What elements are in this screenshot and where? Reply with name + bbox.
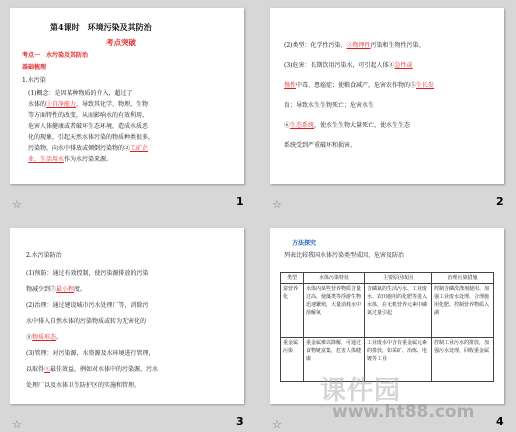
slide-number: 4	[496, 415, 504, 428]
table-cell: 富营养化	[281, 284, 304, 338]
text-line: 污染物，向水中排放或倾倒污染物的②工矿企	[28, 145, 149, 152]
table-cell: 含磷氮的生活污水、工业废水、农田施用的化肥等进入水体，在无机营养元素中磷氮过量引起	[365, 284, 432, 338]
slide-thumbnail-3[interactable]	[10, 228, 244, 404]
text-line: (2)治理：通过建设城市污水处理厂等，消除污	[26, 302, 149, 309]
text-line: 水体的①自净能力，导致其化学、物理、生物	[28, 101, 149, 108]
text-line: 系统受到严重破坏和损害。	[284, 142, 357, 149]
slide-thumbnail-2[interactable]	[270, 8, 504, 184]
table-cell: 控制工业污水的排放，加强污水处理，回收重金属	[432, 338, 494, 382]
text-line: ⑧物质形态。	[26, 334, 63, 341]
table-row	[281, 284, 494, 338]
slide-number: 1	[236, 195, 244, 208]
text-line: (3)危害：长期饮用污染水，可引起人体④急性或	[284, 62, 413, 69]
slide-title: 列表比较我国水体污染类型成因、危害及防治	[284, 252, 405, 259]
text-line: 化的现象。引起天然水体污染的物质种类很多，	[28, 134, 155, 141]
text-line: 慢性中毒、患癌症；使粮食减产，危害农作物的⑤生长发	[284, 82, 435, 89]
table-cell: 重金属难以降解，可通过食物链富集，危害人体健康	[304, 338, 365, 382]
section-heading: 方法探究	[292, 240, 317, 247]
table-header-cell: 治理污染措施	[432, 273, 494, 284]
slide-thumbnail-1[interactable]	[10, 8, 244, 184]
text-line: 以取得⑨最佳效益，例如对水体中的污染源、污水	[26, 366, 159, 373]
slide-body	[28, 88, 238, 165]
text-line: 育；导致水生生物死亡；危害水生	[284, 102, 375, 109]
table-header-row	[281, 273, 494, 284]
text-line: (3)管理：对污染源、水资源及水环境进行管理，	[26, 350, 155, 357]
text-line: (2)类型：化学性污染、③物理性污染和生物性污染。	[284, 42, 425, 49]
text-line: 水中排入自然水体的污染物质或转为无害化的	[26, 318, 147, 325]
slide-transition-icon: ☆	[272, 198, 282, 211]
slide-body	[284, 36, 498, 156]
table-cell: 重金属污染	[281, 338, 304, 382]
text-line: 等方面特性的改变，从而影响水的有效利用，	[28, 112, 149, 119]
text-line: ⑥生态系统，使水生生物大量死亡，使水生生态	[284, 122, 411, 129]
slide-body	[26, 266, 238, 394]
watermark-logo-text: 课件园	[320, 376, 402, 406]
table-header-cell: 水体污染特征	[304, 273, 365, 284]
point-heading: 考点一 水污染及其防治	[22, 52, 89, 59]
slide-subtitle: 考点突破	[106, 38, 136, 47]
slide-transition-icon: ☆	[12, 198, 22, 211]
text-line: 处理厂以及水体卫生防护区的实施和管理。	[26, 382, 141, 389]
table-cell: 水体内某些营养物质含量过高，使藻类等浮游生物迅速繁殖，大量消耗水中溶解氧	[304, 284, 365, 338]
text-line: 物减少到⑦最小程度。	[26, 286, 87, 293]
slide-number: 2	[496, 195, 504, 208]
text-line: 危害人体健康或者破坏生态环境，造成水质恶	[28, 123, 149, 130]
table-header-cell: 主要原因成因	[365, 273, 432, 284]
slide-transition-icon: ☆	[12, 418, 22, 431]
slide-number: 3	[236, 415, 244, 428]
item-heading: 1.水污染	[22, 77, 46, 84]
table-header-cell: 类型	[281, 273, 304, 284]
watermark-url: www.ht88.com	[332, 402, 475, 422]
table-cell: 工业废水中含有重金属元素的排放，如采矿、冶炼、电镀等工业	[365, 338, 432, 382]
item-heading: 2.水污染防治	[26, 252, 62, 259]
section-heading: 基础梳理	[22, 64, 47, 71]
table-cell: 控制含磷洗涤剂使用、加强工业废水处理、合理施用化肥、控制营养物质入湖	[432, 284, 494, 338]
comparison-table	[280, 272, 494, 382]
text-line: 业、生活用水作为水污染来源。	[28, 156, 113, 163]
text-line: (1)预防：通过有效控制，使污染源排放的污染	[26, 270, 149, 277]
text-line: (1)概念：是因某种物质的介入，超过了	[28, 90, 133, 97]
slide-title: 第4课时 环境污染及其防治	[50, 22, 152, 32]
slide-transition-icon: ☆	[272, 418, 282, 431]
